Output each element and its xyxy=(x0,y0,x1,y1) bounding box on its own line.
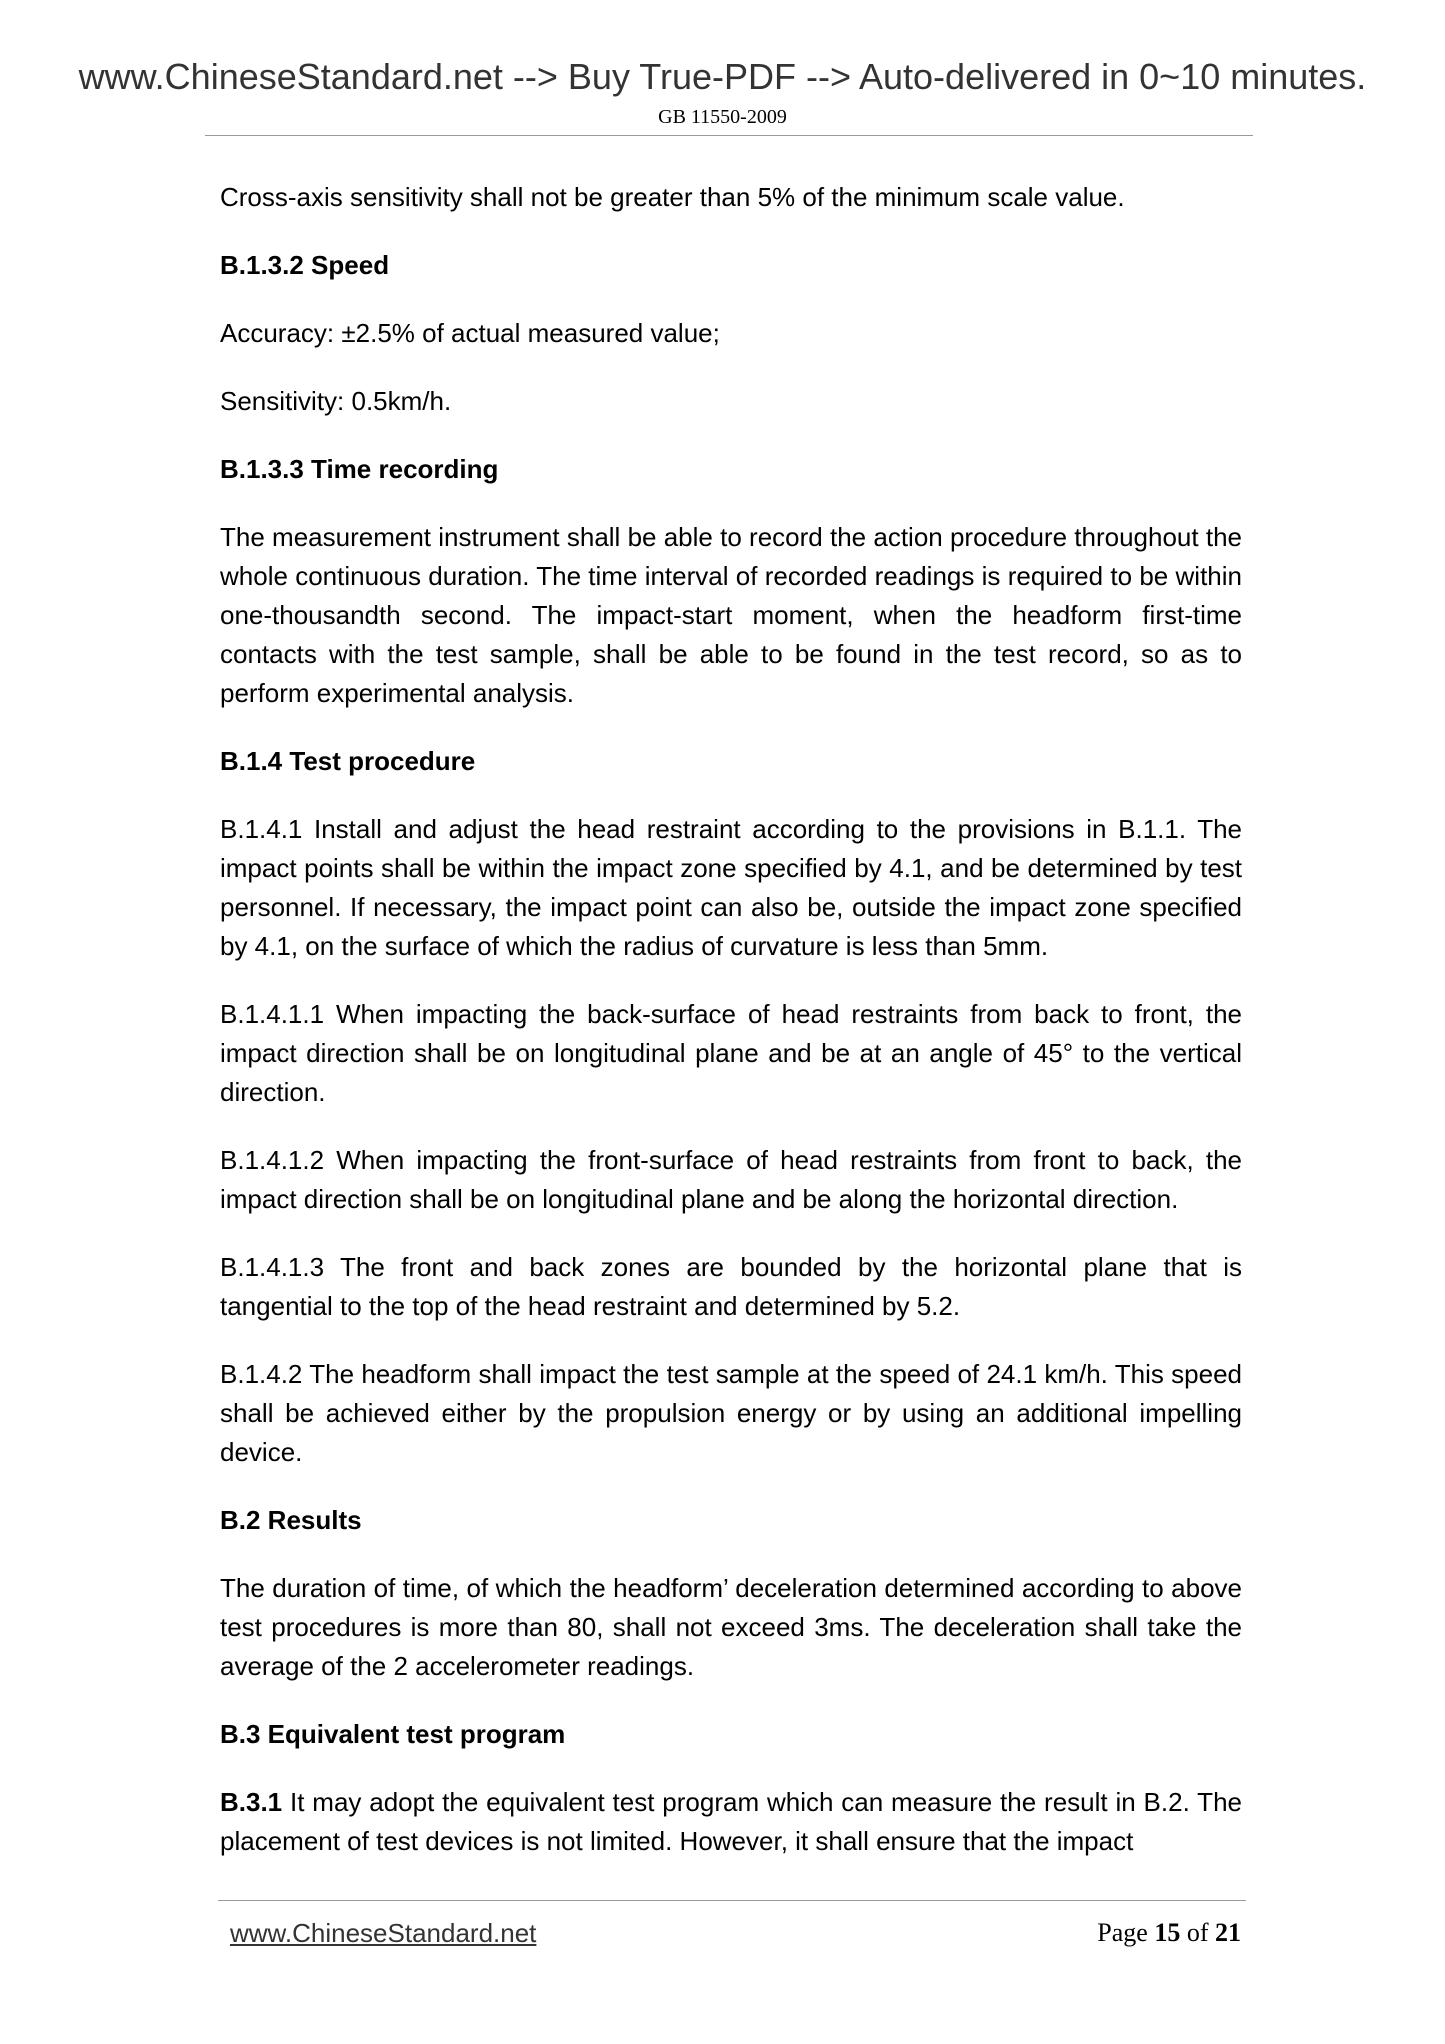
page-word: Page xyxy=(1097,1918,1155,1947)
paragraph-cross-axis: Cross-axis sensitivity shall not be greater than 5% of the minimum scale value. xyxy=(220,182,1125,212)
page-total: 21 xyxy=(1215,1918,1241,1947)
paragraph-b1-4-2: B.1.4.2 The headform shall impact the test sample at the speed of 24.1 km/h. This speed shall be achieved either by the propulsion energy or by using an additional impelling device. xyxy=(220,1359,1242,1467)
paragraph-b1-4-1-2: B.1.4.1.2 When impacting the front-surface of head restraints from front to back, the impact direction shall be on longitudinal plane and be along the horizontal direction. xyxy=(220,1145,1242,1214)
paragraph-b1-4-1-1: B.1.4.1.1 When impacting the back-surface of head restraints from back to front, the impact direction shall be on longitudinal plane and be at an angle of 45° to the vertical direction. xyxy=(220,999,1242,1107)
footer-divider xyxy=(218,1900,1246,1901)
paragraph-results: The duration of time, of which the headform’ deceleration determined according to above test procedures is more than 80, shall not exceed 3ms. The deceleration shall take the average of the 2 accelerometer readings. xyxy=(220,1573,1242,1681)
page-of: of xyxy=(1180,1918,1215,1947)
heading-test-procedure: B.1.4 Test procedure xyxy=(220,746,476,776)
paragraph-sensitivity: Sensitivity: 0.5km/h. xyxy=(220,386,452,416)
header-divider xyxy=(205,135,1253,136)
footer-website-link[interactable]: www.ChineseStandard.net xyxy=(230,1918,537,1948)
heading-speed: B.1.3.2 Speed xyxy=(220,250,390,280)
page-current: 15 xyxy=(1154,1918,1181,1947)
heading-equivalent-test-program: B.3 Equivalent test program xyxy=(220,1719,566,1749)
paragraph-b1-4-1: B.1.4.1 Install and adjust the head restraint according to the provisions in B.1.1. The impact points shall be within the impact zone specified by 4.1, and be determined by test personnel. If necessary, the impact point can also be, outside the impact zone specified by 4.1, on the surface of which the radius of curvature is less than 5mm. xyxy=(220,814,1242,961)
paragraph-b3-1-text: It may adopt the equivalent test program which can measure the result in B.2. The placement of test devices is not limited. However, it shall ensure that the impact xyxy=(220,1787,1242,1856)
standard-code: GB 11550-2009 xyxy=(658,106,787,128)
paragraph-b1-4-1-3: B.1.4.1.3 The front and back zones are bounded by the horizontal plane that is tangential to the top of the head restraint and determined by 5.2. xyxy=(220,1252,1242,1321)
paragraph-accuracy: Accuracy: ±2.5% of actual measured value; xyxy=(220,318,720,348)
paragraph-time-recording: The measurement instrument shall be able to record the action procedure throughout the whole continuous duration. The time interval of recorded readings is required to be within one-thousandth second. The impact-start moment, when the headform first-time contacts with the test sample, shall be able to be found in the test record, so as to perform experimental analysis. xyxy=(220,522,1242,708)
top-banner-link[interactable]: www.ChineseStandard.net --> Buy True-PDF --> Auto-delivered in 0~10 minutes. xyxy=(78,56,1367,97)
heading-time-recording: B.1.3.3 Time recording xyxy=(220,454,499,484)
clause-label-b3-1: B.3.1 xyxy=(220,1787,283,1817)
page-number xyxy=(1097,1918,1241,1948)
document-body xyxy=(220,178,1242,1890)
paragraph-b3-1 xyxy=(220,1783,1242,1861)
heading-results: B.2 Results xyxy=(220,1505,362,1535)
